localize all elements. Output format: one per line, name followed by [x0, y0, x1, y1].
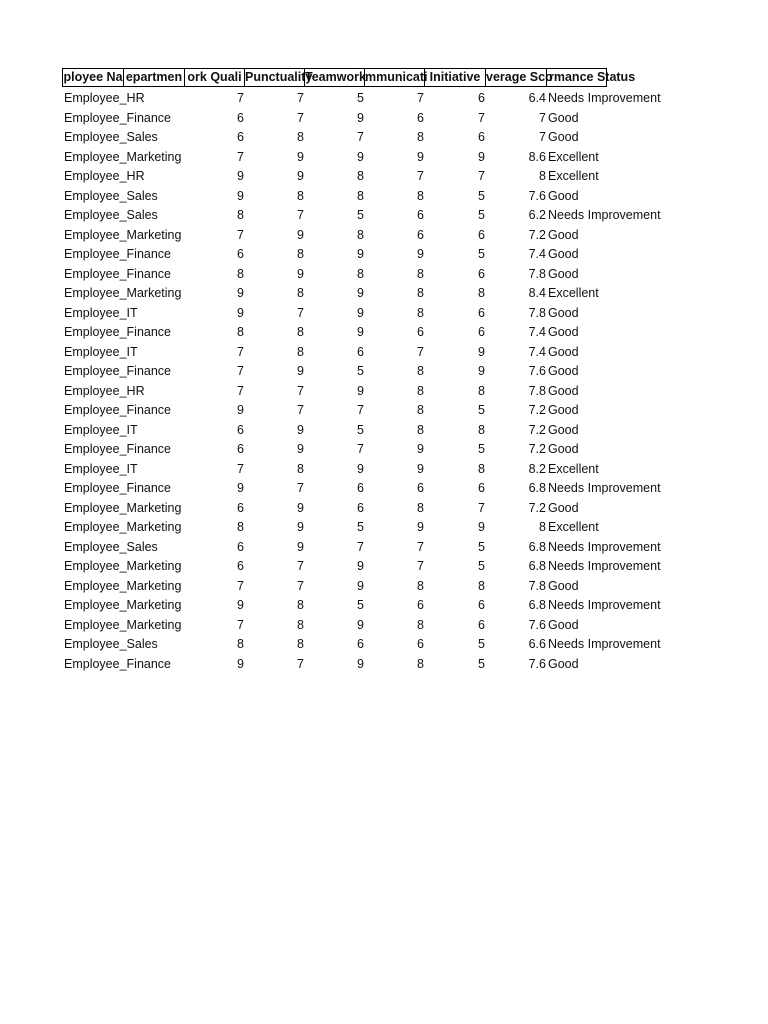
- cell-communication: 9: [417, 442, 424, 456]
- cell-work-quality: 9: [237, 598, 244, 612]
- cell-initiative: 6: [478, 481, 485, 495]
- cell-teamwork: 8: [357, 188, 364, 203]
- cell-employee-name: Employee_Finance: [64, 481, 172, 495]
- cell-employee-name: Employee_Finance: [64, 110, 172, 125]
- cell-teamwork: 8: [357, 169, 364, 183]
- cell-communication: 6: [417, 110, 424, 125]
- cell-employee-name: Employee_Finance: [64, 442, 172, 456]
- header-punctuality: Punctuality: [244, 68, 305, 87]
- table-row: [62, 265, 752, 285]
- cell-initiative: 6: [478, 617, 485, 632]
- cell-work-quality: 9: [237, 403, 244, 417]
- cell-average-score: 7.6: [528, 656, 546, 671]
- table-body: [62, 89, 752, 674]
- cell-work-quality: 7: [237, 617, 244, 632]
- cell-work-quality: 7: [237, 149, 244, 164]
- cell-initiative: 9: [478, 364, 485, 378]
- cell-punctuality: 9: [297, 442, 304, 456]
- cell-average-score: 7.6: [528, 188, 546, 203]
- header-department: epartmen: [123, 68, 185, 87]
- cell-work-quality: 6: [237, 247, 244, 261]
- cell-communication: 7: [417, 559, 424, 573]
- cell-average-score: 7.2: [528, 422, 546, 437]
- cell-employee-name: Employee_Finance: [64, 403, 172, 417]
- cell-average-score: 7.4: [528, 344, 546, 359]
- table-row: [62, 343, 752, 363]
- cell-work-quality: 9: [237, 169, 244, 183]
- cell-employee-name: Employee_Finance: [64, 247, 172, 261]
- table-row: [62, 362, 752, 382]
- cell-performance-status: Excellent: [548, 149, 599, 164]
- cell-average-score: 6.2: [528, 208, 546, 222]
- cell-teamwork: 9: [357, 461, 364, 476]
- cell-employee-name: Employee_IT: [64, 344, 138, 359]
- cell-communication: 8: [417, 130, 424, 144]
- table-row: [62, 596, 752, 616]
- cell-employee-name: Employee_Finance: [64, 364, 172, 378]
- cell-initiative: 5: [478, 188, 485, 203]
- cell-average-score: 7.2: [528, 227, 546, 242]
- cell-employee-name: Employee_Finance: [64, 656, 172, 671]
- cell-communication: 6: [417, 481, 424, 495]
- cell-initiative: 8: [478, 286, 485, 300]
- cell-punctuality: 9: [297, 149, 304, 164]
- cell-employee-name: Employee_Marketing: [64, 578, 182, 593]
- table-row: [62, 109, 752, 129]
- cell-teamwork: 7: [357, 403, 364, 417]
- cell-performance-status: Good: [548, 364, 579, 378]
- header-teamwork: Teamwork: [304, 68, 365, 87]
- cell-performance-status: Good: [548, 305, 579, 320]
- cell-initiative: 9: [478, 344, 485, 359]
- cell-average-score: 7: [539, 110, 546, 125]
- cell-teamwork: 5: [357, 598, 364, 612]
- cell-performance-status: Excellent: [548, 286, 599, 300]
- table-row: [62, 401, 752, 421]
- cell-teamwork: 9: [357, 617, 364, 632]
- cell-communication: 6: [417, 227, 424, 242]
- cell-performance-status: Good: [548, 110, 579, 125]
- cell-punctuality: 9: [297, 500, 304, 515]
- cell-initiative: 8: [478, 422, 485, 437]
- table-row: [62, 187, 752, 207]
- cell-average-score: 6.4: [528, 91, 546, 105]
- cell-initiative: 6: [478, 91, 485, 105]
- cell-punctuality: 7: [297, 578, 304, 593]
- cell-teamwork: 9: [357, 578, 364, 593]
- cell-communication: 8: [417, 617, 424, 632]
- cell-teamwork: 9: [357, 110, 364, 125]
- table-row: [62, 655, 752, 675]
- cell-communication: 8: [417, 578, 424, 593]
- cell-teamwork: 5: [357, 520, 364, 534]
- cell-teamwork: 8: [357, 266, 364, 281]
- header-work-quality: ork Quali: [184, 68, 245, 87]
- cell-teamwork: 9: [357, 325, 364, 339]
- cell-average-score: 7.8: [528, 383, 546, 398]
- cell-teamwork: 6: [357, 637, 364, 651]
- cell-punctuality: 7: [297, 208, 304, 222]
- table-row: [62, 245, 752, 265]
- table-row: [62, 206, 752, 226]
- cell-teamwork: 5: [357, 364, 364, 378]
- cell-performance-status: Good: [548, 500, 579, 515]
- cell-communication: 9: [417, 461, 424, 476]
- cell-initiative: 6: [478, 305, 485, 320]
- cell-punctuality: 7: [297, 656, 304, 671]
- header-employee-name: ployee Na: [62, 68, 124, 87]
- cell-initiative: 6: [478, 325, 485, 339]
- cell-communication: 6: [417, 208, 424, 222]
- cell-communication: 6: [417, 325, 424, 339]
- cell-communication: 8: [417, 403, 424, 417]
- cell-work-quality: 9: [237, 481, 244, 495]
- cell-performance-status: Needs Improvement: [548, 598, 661, 612]
- cell-communication: 8: [417, 188, 424, 203]
- cell-punctuality: 8: [297, 598, 304, 612]
- cell-initiative: 7: [478, 110, 485, 125]
- cell-work-quality: 8: [237, 520, 244, 534]
- table-row: [62, 479, 752, 499]
- cell-punctuality: 8: [297, 188, 304, 203]
- cell-initiative: 8: [478, 461, 485, 476]
- cell-initiative: 8: [478, 383, 485, 398]
- cell-average-score: 7.4: [528, 325, 546, 339]
- cell-performance-status: Good: [548, 442, 579, 456]
- cell-average-score: 7.2: [528, 403, 546, 417]
- table-row: [62, 89, 752, 109]
- cell-average-score: 7.6: [528, 617, 546, 632]
- cell-work-quality: 6: [237, 422, 244, 437]
- cell-teamwork: 6: [357, 500, 364, 515]
- cell-employee-name: Employee_Marketing: [64, 617, 182, 632]
- cell-performance-status: Good: [548, 617, 579, 632]
- cell-performance-status: Needs Improvement: [548, 559, 661, 573]
- cell-initiative: 5: [478, 442, 485, 456]
- cell-teamwork: 5: [357, 91, 364, 105]
- cell-work-quality: 8: [237, 325, 244, 339]
- cell-initiative: 7: [478, 169, 485, 183]
- cell-punctuality: 9: [297, 422, 304, 437]
- cell-work-quality: 9: [237, 188, 244, 203]
- cell-teamwork: 5: [357, 422, 364, 437]
- cell-teamwork: 9: [357, 149, 364, 164]
- cell-employee-name: Employee_Marketing: [64, 286, 182, 300]
- cell-average-score: 8.6: [528, 149, 546, 164]
- cell-communication: 8: [417, 656, 424, 671]
- cell-initiative: 5: [478, 559, 485, 573]
- table-row: [62, 284, 752, 304]
- cell-employee-name: Employee_Finance: [64, 266, 172, 281]
- cell-initiative: 5: [478, 208, 485, 222]
- cell-performance-status: Needs Improvement: [548, 539, 661, 554]
- cell-employee-name: Employee_HR: [64, 383, 145, 398]
- cell-initiative: 6: [478, 227, 485, 242]
- cell-performance-status: Needs Improvement: [548, 91, 661, 105]
- cell-employee-name: Employee_Sales: [64, 637, 158, 651]
- cell-average-score: 7.2: [528, 442, 546, 456]
- cell-work-quality: 8: [237, 208, 244, 222]
- cell-average-score: 6.8: [528, 559, 546, 573]
- cell-punctuality: 8: [297, 247, 304, 261]
- cell-performance-status: Good: [548, 130, 579, 144]
- cell-initiative: 5: [478, 403, 485, 417]
- cell-employee-name: Employee_Sales: [64, 208, 158, 222]
- cell-teamwork: 7: [357, 130, 364, 144]
- cell-work-quality: 6: [237, 442, 244, 456]
- cell-initiative: 5: [478, 539, 485, 554]
- cell-teamwork: 9: [357, 559, 364, 573]
- cell-employee-name: Employee_Sales: [64, 130, 158, 144]
- cell-work-quality: 9: [237, 286, 244, 300]
- cell-communication: 7: [417, 91, 424, 105]
- cell-work-quality: 8: [237, 637, 244, 651]
- cell-employee-name: Employee_Marketing: [64, 227, 182, 242]
- cell-performance-status: Good: [548, 247, 579, 261]
- cell-employee-name: Employee_HR: [64, 169, 145, 183]
- cell-employee-name: Employee_Sales: [64, 188, 158, 203]
- cell-average-score: 6.8: [528, 598, 546, 612]
- cell-work-quality: 6: [237, 110, 244, 125]
- header-average-score: verage Sco: [485, 68, 547, 87]
- table-row: [62, 518, 752, 538]
- cell-punctuality: 9: [297, 227, 304, 242]
- cell-employee-name: Employee_IT: [64, 305, 138, 320]
- cell-teamwork: 7: [357, 539, 364, 554]
- table-row: [62, 421, 752, 441]
- cell-initiative: 7: [478, 500, 485, 515]
- table-row: [62, 460, 752, 480]
- cell-average-score: 6.6: [528, 637, 546, 651]
- cell-employee-name: Employee_Sales: [64, 539, 158, 554]
- cell-communication: 7: [417, 344, 424, 359]
- cell-communication: 8: [417, 305, 424, 320]
- cell-teamwork: 9: [357, 247, 364, 261]
- header-initiative: Initiative: [424, 68, 486, 87]
- cell-initiative: 6: [478, 266, 485, 281]
- table-row: [62, 499, 752, 519]
- cell-average-score: 7.8: [528, 305, 546, 320]
- cell-communication: 8: [417, 422, 424, 437]
- cell-employee-name: Employee_Marketing: [64, 500, 182, 515]
- header-performance-status: rmance Status: [546, 68, 607, 87]
- cell-punctuality: 9: [297, 169, 304, 183]
- cell-initiative: 5: [478, 656, 485, 671]
- table-row: [62, 226, 752, 246]
- cell-initiative: 6: [478, 130, 485, 144]
- header-row: [62, 68, 752, 89]
- cell-performance-status: Needs Improvement: [548, 208, 661, 222]
- cell-communication: 8: [417, 364, 424, 378]
- table-row: [62, 304, 752, 324]
- cell-communication: 7: [417, 169, 424, 183]
- table-row: [62, 323, 752, 343]
- cell-average-score: 7.2: [528, 500, 546, 515]
- table-row: [62, 577, 752, 597]
- cell-teamwork: 7: [357, 442, 364, 456]
- cell-teamwork: 9: [357, 656, 364, 671]
- cell-communication: 9: [417, 520, 424, 534]
- cell-employee-name: Employee_IT: [64, 461, 138, 476]
- cell-punctuality: 8: [297, 325, 304, 339]
- cell-initiative: 8: [478, 578, 485, 593]
- cell-performance-status: Good: [548, 422, 579, 437]
- cell-work-quality: 7: [237, 461, 244, 476]
- table-row: [62, 616, 752, 636]
- cell-performance-status: Good: [548, 383, 579, 398]
- cell-performance-status: Excellent: [548, 520, 599, 534]
- cell-punctuality: 8: [297, 344, 304, 359]
- cell-work-quality: 7: [237, 91, 244, 105]
- cell-punctuality: 7: [297, 305, 304, 320]
- cell-initiative: 6: [478, 598, 485, 612]
- cell-work-quality: 6: [237, 539, 244, 554]
- cell-punctuality: 9: [297, 364, 304, 378]
- cell-punctuality: 8: [297, 617, 304, 632]
- cell-punctuality: 9: [297, 539, 304, 554]
- cell-employee-name: Employee_Marketing: [64, 149, 182, 164]
- cell-punctuality: 8: [297, 286, 304, 300]
- cell-average-score: 8.2: [528, 461, 546, 476]
- cell-communication: 6: [417, 637, 424, 651]
- cell-average-score: 6.8: [528, 481, 546, 495]
- cell-punctuality: 8: [297, 130, 304, 144]
- cell-punctuality: 7: [297, 383, 304, 398]
- cell-performance-status: Needs Improvement: [548, 481, 661, 495]
- table-row: [62, 167, 752, 187]
- cell-performance-status: Needs Improvement: [548, 637, 661, 651]
- cell-teamwork: 6: [357, 344, 364, 359]
- cell-performance-status: Good: [548, 403, 579, 417]
- cell-average-score: 7.6: [528, 364, 546, 378]
- cell-average-score: 7.4: [528, 247, 546, 261]
- cell-work-quality: 7: [237, 227, 244, 242]
- table-row: [62, 440, 752, 460]
- cell-communication: 9: [417, 149, 424, 164]
- cell-performance-status: Good: [548, 656, 579, 671]
- table-row: [62, 128, 752, 148]
- cell-communication: 8: [417, 266, 424, 281]
- cell-employee-name: Employee_Marketing: [64, 559, 182, 573]
- cell-average-score: 8: [539, 520, 546, 534]
- cell-punctuality: 7: [297, 403, 304, 417]
- cell-punctuality: 7: [297, 110, 304, 125]
- cell-communication: 7: [417, 539, 424, 554]
- cell-punctuality: 9: [297, 266, 304, 281]
- cell-employee-name: Employee_Marketing: [64, 598, 182, 612]
- cell-work-quality: 6: [237, 500, 244, 515]
- cell-employee-name: Employee_HR: [64, 91, 145, 105]
- cell-communication: 8: [417, 383, 424, 398]
- cell-work-quality: 7: [237, 383, 244, 398]
- cell-initiative: 9: [478, 149, 485, 164]
- cell-work-quality: 8: [237, 266, 244, 281]
- cell-punctuality: 7: [297, 481, 304, 495]
- cell-work-quality: 7: [237, 364, 244, 378]
- cell-teamwork: 9: [357, 383, 364, 398]
- cell-punctuality: 8: [297, 637, 304, 651]
- cell-work-quality: 6: [237, 130, 244, 144]
- header-communication: mmunicati: [364, 68, 425, 87]
- cell-communication: 8: [417, 500, 424, 515]
- table-row: [62, 148, 752, 168]
- cell-punctuality: 7: [297, 559, 304, 573]
- cell-teamwork: 6: [357, 481, 364, 495]
- cell-average-score: 7: [539, 130, 546, 144]
- cell-teamwork: 9: [357, 286, 364, 300]
- cell-punctuality: 9: [297, 520, 304, 534]
- cell-initiative: 5: [478, 247, 485, 261]
- cell-initiative: 9: [478, 520, 485, 534]
- cell-work-quality: 7: [237, 344, 244, 359]
- cell-communication: 8: [417, 286, 424, 300]
- cell-teamwork: 9: [357, 305, 364, 320]
- table-row: [62, 557, 752, 577]
- table-row: [62, 382, 752, 402]
- cell-employee-name: Employee_IT: [64, 422, 138, 437]
- cell-performance-status: Good: [548, 344, 579, 359]
- cell-average-score: 8.4: [528, 286, 546, 300]
- cell-performance-status: Good: [548, 227, 579, 242]
- cell-punctuality: 8: [297, 461, 304, 476]
- spreadsheet-table: [62, 68, 752, 674]
- cell-average-score: 7.8: [528, 578, 546, 593]
- table-row: [62, 635, 752, 655]
- table-row: [62, 538, 752, 558]
- cell-teamwork: 8: [357, 227, 364, 242]
- cell-teamwork: 5: [357, 208, 364, 222]
- cell-work-quality: 9: [237, 305, 244, 320]
- cell-performance-status: Excellent: [548, 169, 599, 183]
- cell-performance-status: Good: [548, 266, 579, 281]
- cell-employee-name: Employee_Marketing: [64, 520, 182, 534]
- cell-performance-status: Good: [548, 325, 579, 339]
- cell-performance-status: Good: [548, 578, 579, 593]
- cell-communication: 6: [417, 598, 424, 612]
- cell-work-quality: 6: [237, 559, 244, 573]
- cell-punctuality: 7: [297, 91, 304, 105]
- cell-work-quality: 9: [237, 656, 244, 671]
- cell-performance-status: Excellent: [548, 461, 599, 476]
- cell-average-score: 7.8: [528, 266, 546, 281]
- cell-performance-status: Good: [548, 188, 579, 203]
- cell-communication: 9: [417, 247, 424, 261]
- cell-initiative: 5: [478, 637, 485, 651]
- cell-average-score: 8: [539, 169, 546, 183]
- cell-work-quality: 7: [237, 578, 244, 593]
- cell-employee-name: Employee_Finance: [64, 325, 172, 339]
- cell-average-score: 6.8: [528, 539, 546, 554]
